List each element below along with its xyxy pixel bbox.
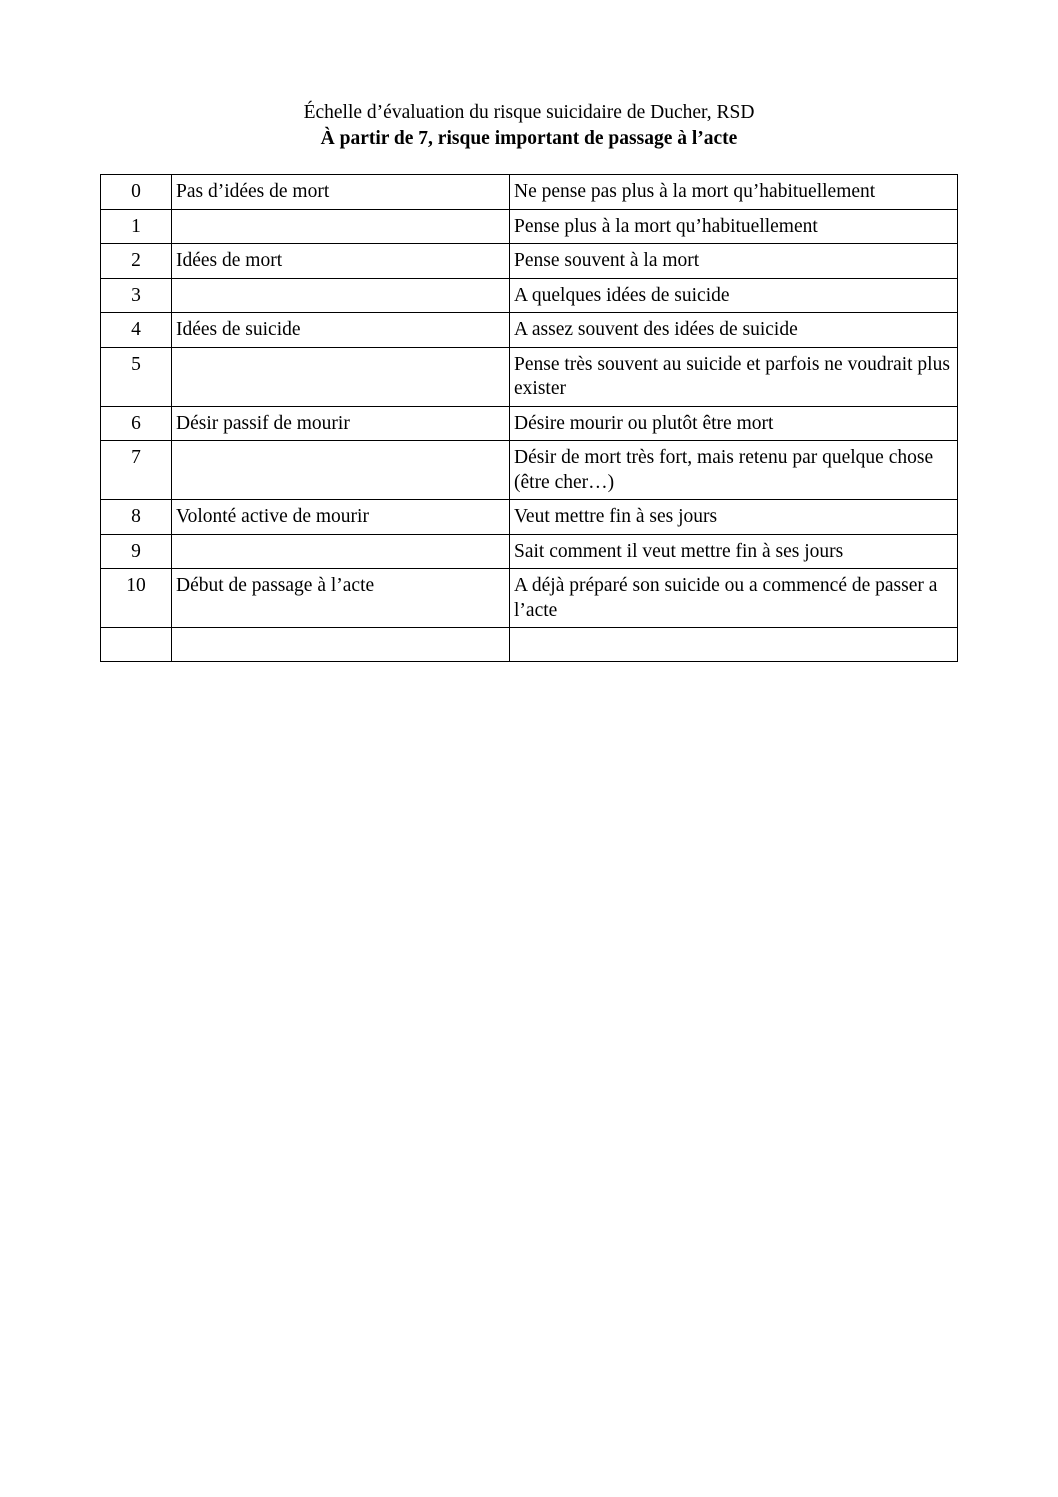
- table-row: [101, 175, 958, 210]
- document-subtitle: À partir de 7, risque important de passage à l’acte: [320, 128, 738, 149]
- description-cell: [510, 628, 958, 662]
- score-cell: 10: [101, 569, 172, 628]
- description-cell: A quelques idées de suicide: [510, 278, 958, 313]
- description-cell: Ne pense pas plus à la mort qu’habituellement: [510, 175, 958, 210]
- score-cell: 7: [101, 441, 172, 500]
- table-row: [101, 244, 958, 279]
- level-cell: [172, 347, 510, 406]
- risk-scale-table: [100, 174, 958, 662]
- description-cell: Désire mourir ou plutôt être mort: [510, 406, 958, 441]
- score-cell: 5: [101, 347, 172, 406]
- score-cell: 6: [101, 406, 172, 441]
- level-cell: Début de passage à l’acte: [172, 569, 510, 628]
- table-row: [101, 278, 958, 313]
- table-row-empty: [101, 628, 958, 662]
- level-cell: Idées de mort: [172, 244, 510, 279]
- description-cell: A déjà préparé son suicide ou a commencé de passer a l’acte: [510, 569, 958, 628]
- level-cell: [172, 278, 510, 313]
- level-cell: [172, 209, 510, 244]
- level-cell: Pas d’idées de mort: [172, 175, 510, 210]
- table-row: [101, 347, 958, 406]
- level-cell: [172, 628, 510, 662]
- level-cell: [172, 441, 510, 500]
- description-cell: Pense très souvent au suicide et parfois ne voudrait plus exister: [510, 347, 958, 406]
- description-cell: Pense souvent à la mort: [510, 244, 958, 279]
- table-row: [101, 209, 958, 244]
- table-row: [101, 406, 958, 441]
- score-cell: 4: [101, 313, 172, 348]
- document-title: Échelle d’évaluation du risque suicidaire de Ducher, RSD: [303, 102, 755, 123]
- level-cell: Idées de suicide: [172, 313, 510, 348]
- level-cell: Volonté active de mourir: [172, 500, 510, 535]
- table-row: [101, 313, 958, 348]
- score-cell: 2: [101, 244, 172, 279]
- score-cell: 9: [101, 534, 172, 569]
- table-row: [101, 500, 958, 535]
- table-row: [101, 534, 958, 569]
- score-cell: 0: [101, 175, 172, 210]
- score-cell: 3: [101, 278, 172, 313]
- score-cell: 8: [101, 500, 172, 535]
- description-cell: Veut mettre fin à ses jours: [510, 500, 958, 535]
- score-cell: 1: [101, 209, 172, 244]
- table-row: [101, 441, 958, 500]
- level-cell: Désir passif de mourir: [172, 406, 510, 441]
- description-cell: Désir de mort très fort, mais retenu par quelque chose (être cher…): [510, 441, 958, 500]
- title-block: [0, 100, 1058, 152]
- description-cell: Pense plus à la mort qu’habituellement: [510, 209, 958, 244]
- score-cell: [101, 628, 172, 662]
- table-row: [101, 569, 958, 628]
- description-cell: Sait comment il veut mettre fin à ses jours: [510, 534, 958, 569]
- level-cell: [172, 534, 510, 569]
- description-cell: A assez souvent des idées de suicide: [510, 313, 958, 348]
